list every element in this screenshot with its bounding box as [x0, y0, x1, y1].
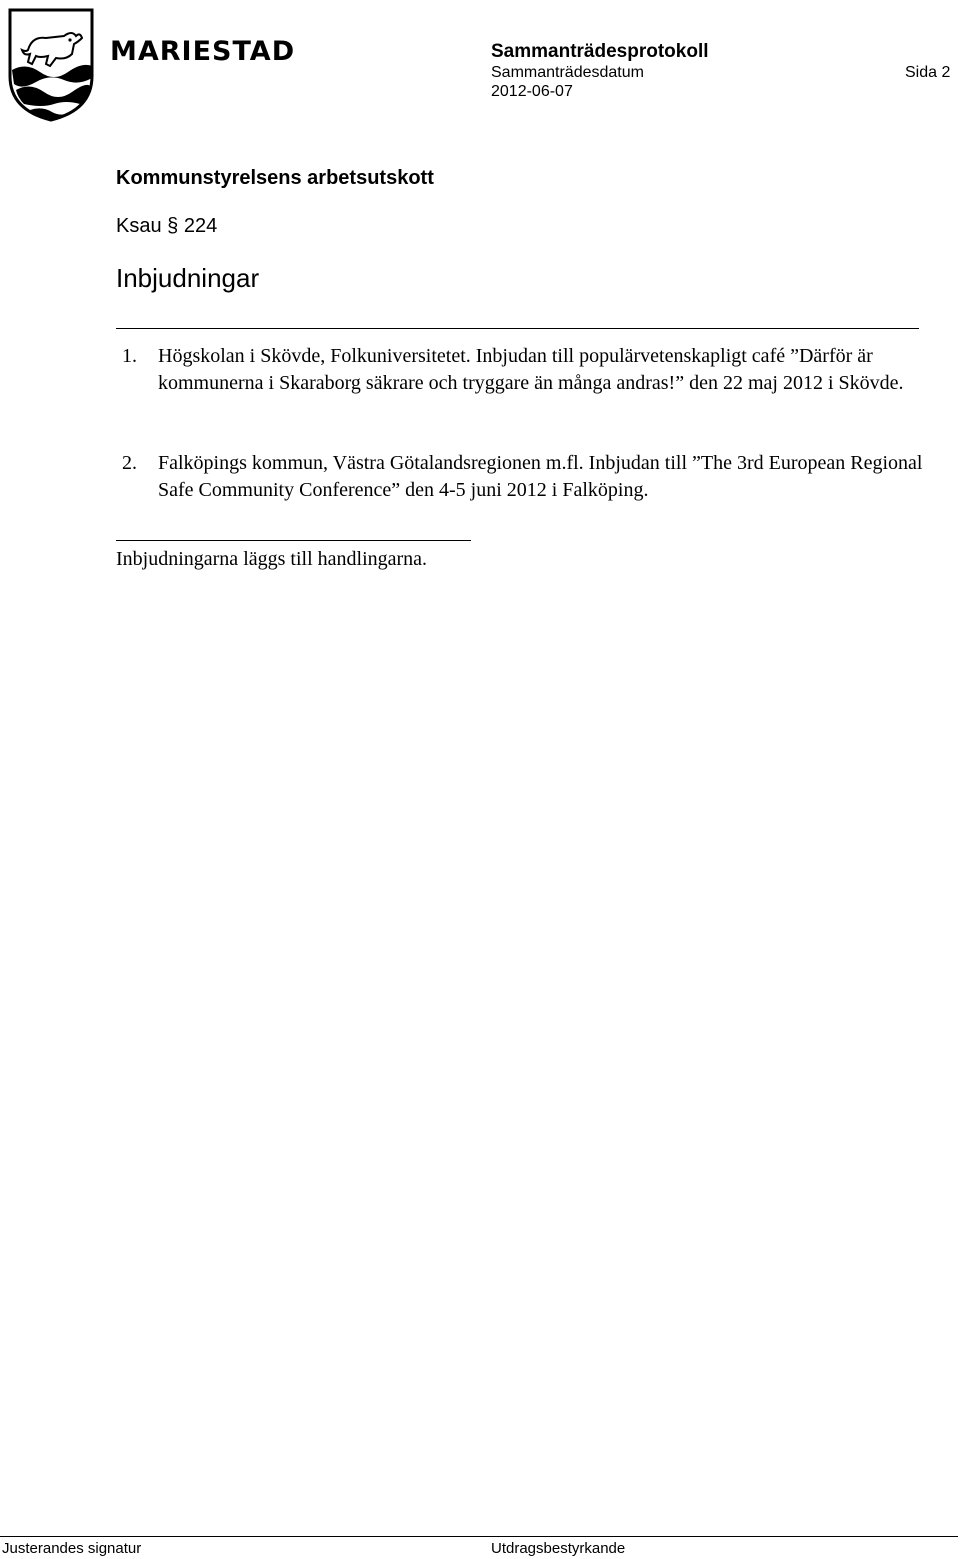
signature-label: Justerandes signatur [2, 1540, 142, 1557]
list-item-number: 2. [122, 452, 137, 474]
list-item-number: 1. [122, 345, 137, 367]
list-item [116, 343, 956, 397]
section-divider [116, 328, 919, 329]
certification-label: Utdragsbestyrkande [491, 1540, 626, 1557]
paragraph-number: Ksau § 224 [116, 215, 218, 237]
meeting-date-label: Sammanträdesdatum [491, 64, 644, 81]
list-item [116, 450, 956, 504]
document-type: Sammanträdesprotokoll [491, 41, 709, 62]
footer-divider [0, 1536, 958, 1537]
list-item-text: Falköpings kommun, Västra Götalandsregionen m.fl. Inbjudan till ”The 3rd European Regional Safe Community Conference” den 4-5 juni 2012 i Falköping. [158, 452, 923, 501]
decision-text: Inbjudningarna läggs till handlingarna. [116, 548, 428, 570]
page-number: Sida 2 [905, 64, 951, 81]
meeting-date: 2012-06-07 [491, 83, 573, 100]
municipality-name: MARIESTAD [110, 36, 296, 67]
list-item-text: Högskolan i Skövde, Folkuniversitetet. Inbjudan till populärvetenskapligt café ”Därför är kommunerna i Skaraborg säkrare och tryggare än många andras!” den 22 maj 2012 i Skövde. [158, 345, 904, 394]
committee-heading: Kommunstyrelsens arbetsutskott [116, 167, 434, 189]
decision-divider [116, 540, 471, 541]
section-title: Inbjudningar [116, 263, 260, 293]
coat-of-arms-icon [6, 6, 96, 124]
